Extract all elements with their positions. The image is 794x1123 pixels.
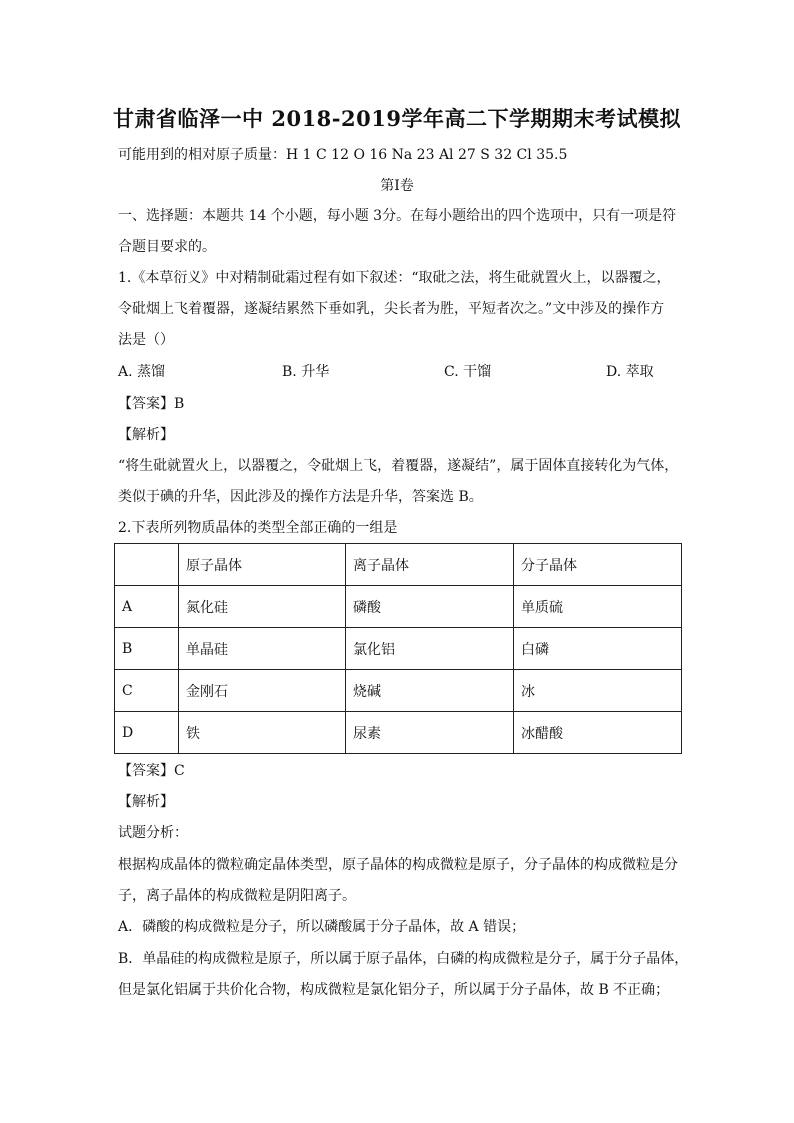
table-cell: 氮化硅 <box>179 586 346 628</box>
atomic-masses-note: 可能用到的相对原子质量：H 1 C 12 O 16 Na 23 Al 27 S 32 Cl 35.5 <box>118 147 568 163</box>
document-title: 甘肃省临泽一中 2018-2019学年高二下学期期末考试模拟 <box>113 106 681 131</box>
q2-analysis-line-5: B．单晶硅的构成微粒是原子，所以属于原子晶体，白磷的构成微粒是分子，属于分子晶体， <box>118 951 689 967</box>
table-header-row <box>115 544 682 586</box>
q1-stem-line-2: 令砒烟上飞着覆器，遂凝结累然下垂如乳，尖长者为胜，平短者次之。”文中涉及的操作方 <box>118 301 665 317</box>
table-cell: D <box>115 712 179 754</box>
crystal-type-table <box>114 543 682 754</box>
q1-option-a: A. 蒸馏 <box>118 364 166 380</box>
table-cell: 磷酸 <box>346 586 514 628</box>
q1-option-c: C. 干馏 <box>444 364 492 380</box>
table-cell: C <box>115 670 179 712</box>
table-cell: B <box>115 628 179 670</box>
table-row <box>115 628 682 670</box>
q1-option-d: D. 萃取 <box>606 364 654 380</box>
q2-analysis-label: 【解析】 <box>118 794 174 810</box>
table-cell: A <box>115 586 179 628</box>
q1-analysis-line-2: 类似于碘的升华，因此涉及的操作方法是升华，答案选 B。 <box>118 489 483 505</box>
q2-analysis-line-4: A．磷酸的构成微粒是分子，所以磷酸属于分子晶体，故 A 错误； <box>118 919 526 935</box>
table-cell: 单质硫 <box>514 586 682 628</box>
table-cell: 白磷 <box>514 628 682 670</box>
q1-option-b: B. 升华 <box>282 364 330 380</box>
q2-analysis-line-6: 但是氯化铝属于共价化合物，构成微粒是氯化铝分子，所以属于分子晶体，故 B 不正确； <box>118 982 670 998</box>
q2-analysis-line-2: 根据构成晶体的微粒确定晶体类型，原子晶体的构成微粒是原子，分子晶体的构成微粒是分 <box>118 857 678 873</box>
q1-analysis-label: 【解析】 <box>118 427 174 443</box>
table-row <box>115 712 682 754</box>
q1-answer: 【答案】B <box>118 396 185 412</box>
q2-answer: 【答案】C <box>118 763 185 779</box>
table-row <box>115 670 682 712</box>
q1-stem-line-1: 1.《本草衍义》中对精制砒霜过程有如下叙述：“取砒之法，将生砒就置火上，以器覆之， <box>118 270 671 286</box>
table-header-cell: 原子晶体 <box>179 544 346 586</box>
table-cell: 单晶硅 <box>179 628 346 670</box>
table-cell: 冰醋酸 <box>514 712 682 754</box>
table-cell: 氯化铝 <box>346 628 514 670</box>
table-cell: 烧碱 <box>346 670 514 712</box>
q1-analysis-line-1: “将生砒就置火上，以器覆之，令砒烟上飞，着覆器，遂凝结”，属于固体直接转化为气体， <box>118 458 679 474</box>
q1-stem-line-3: 法是（） <box>118 332 174 348</box>
q2-analysis-line-3: 子，离子晶体的构成微粒是阴阳离子。 <box>118 888 356 904</box>
volume-heading: 第Ⅰ卷 <box>380 178 414 194</box>
table-header-cell: 分子晶体 <box>514 544 682 586</box>
table-cell: 金刚石 <box>179 670 346 712</box>
section-intro-line-2: 合题目要求的。 <box>118 239 216 255</box>
q2-analysis-line-1: 试题分析： <box>118 825 188 841</box>
table-cell: 铁 <box>179 712 346 754</box>
table-row <box>115 586 682 628</box>
section-intro-line-1: 一、选择题：本题共 14 个小题，每小题 3分。在每小题给出的四个选项中，只有一项是符 <box>118 208 677 224</box>
q2-stem: 2.下表所列物质晶体的类型全部正确的一组是 <box>118 520 398 536</box>
table-cell: 尿素 <box>346 712 514 754</box>
table-cell: 冰 <box>514 670 682 712</box>
table-header-cell: 离子晶体 <box>346 544 514 586</box>
table-header-cell <box>115 544 179 586</box>
